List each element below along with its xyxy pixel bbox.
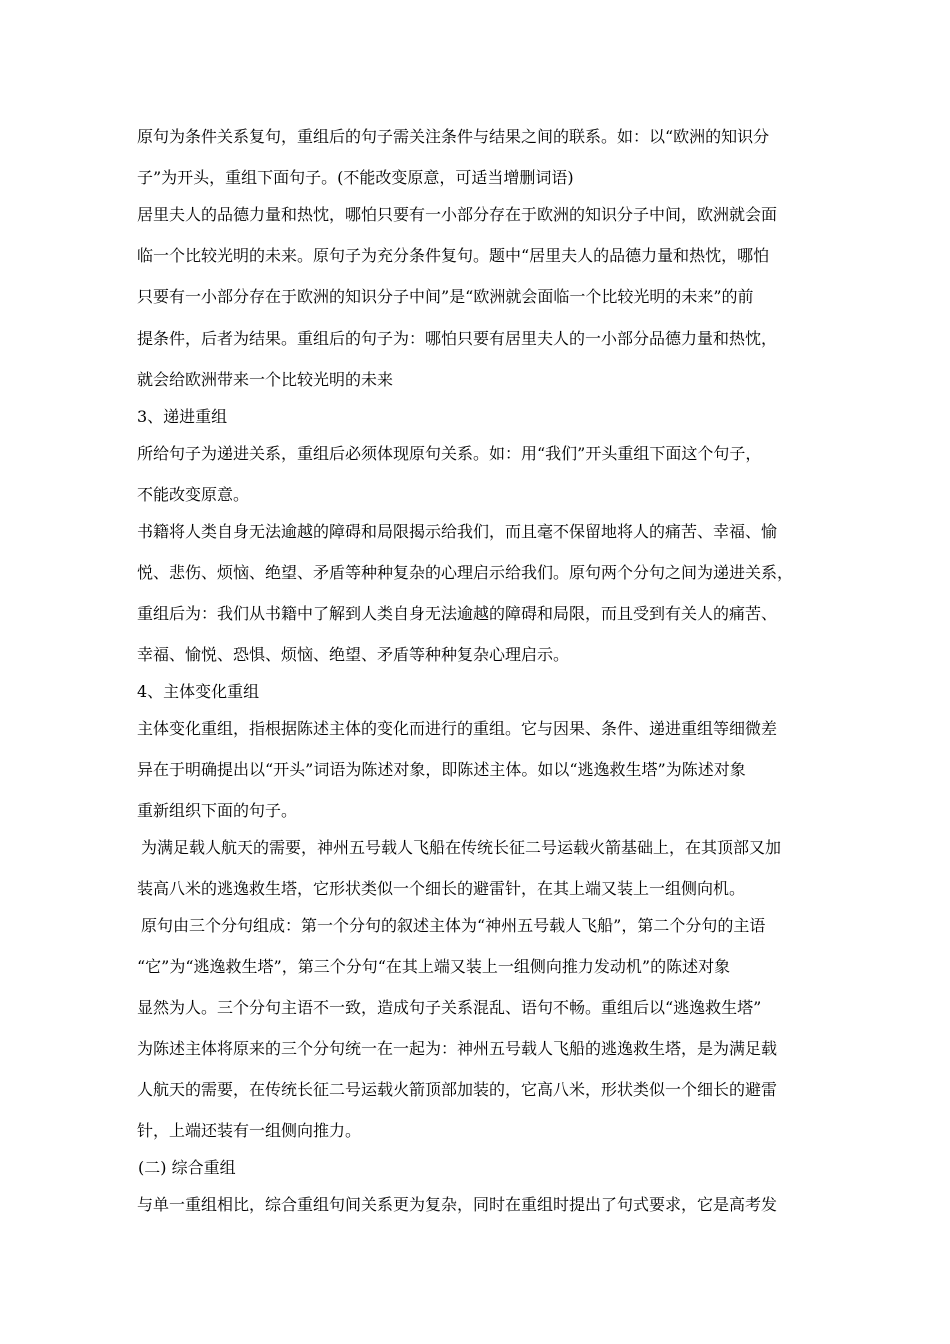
text-line: 原句由三个分句组成：第一个分句的叙述主体为“神州五号载人飞船”，第二个分句的主语 — [141, 916, 766, 935]
text-line: 提条件，后者为结果。重组后的句子为：哪怕只要有居里夫人的一小部分品德力量和热忱， — [137, 329, 778, 348]
section-heading: 4、主体变化重组 — [137, 682, 260, 701]
text-line: 就会给欧洲带来一个比较光明的未来 — [137, 370, 394, 389]
text-line: 所给句子为递进关系，重组后必须体现原句关系。如：用“我们”开头重组下面这个句子， — [137, 444, 762, 463]
text-line: “它”为“逃逸救生塔”，第三个分句“在其上端又装上一组侧向推力发动机”的陈述对象 — [137, 957, 731, 976]
section-heading: 3、递进重组 — [137, 407, 228, 426]
text-line: 为陈述主体将原来的三个分句统一在一起为：神州五号载人飞船的逃逸救生塔，是为满足载 — [137, 1039, 778, 1058]
text-line: 异在于明确提出以“开头”词语为陈述对象，即陈述主体。如以“逃逸救生塔”为陈述对象 — [137, 760, 746, 779]
text-line: 只要有一小部分存在于欧洲的知识分子中间”是“欧洲就会面临一个比较光明的未来”的前 — [137, 287, 754, 306]
text-line: 与单一重组相比，综合重组句间关系更为复杂，同时在重组时提出了句式要求，它是高考发 — [137, 1195, 778, 1214]
text-line: 重组后为：我们从书籍中了解到人类自身无法逾越的障碍和局限，而且受到有关人的痛苦、 — [137, 604, 778, 623]
text-line: 悦、悲伤、烦恼、绝望、矛盾等种种复杂的心理启示给我们。原句两个分句之间为递进关系， — [137, 563, 794, 582]
text-line: 居里夫人的品德力量和热忱，哪怕只要有一小部分存在于欧洲的知识分子中间，欧洲就会面 — [137, 205, 778, 224]
text-line: 主体变化重组，指根据陈述主体的变化而进行的重组。它与因果、条件、递进重组等细微差 — [137, 719, 778, 738]
text-line: 重新组织下面的句子。 — [137, 801, 298, 820]
text-line: 装高八米的逃逸救生塔，它形状类似一个细长的避雷针，在其上端又装上一组侧向机。 — [137, 879, 746, 898]
text-line: 不能改变原意。 — [137, 485, 250, 504]
text-line: 原句为条件关系复句，重组后的句子需关注条件与结果之间的联系。如：以“欧洲的知识分 — [137, 127, 770, 146]
text-line: 书籍将人类自身无法逾越的障碍和局限揭示给我们，而且毫不保留地将人的痛苦、幸福、愉 — [137, 522, 778, 541]
text-line: 显然为人。三个分句主语不一致，造成句子关系混乱、语句不畅。重组后以“逃逸救生塔” — [137, 998, 762, 1017]
text-line: 为满足载人航天的需要，神州五号载人飞船在传统长征二号运载火箭基础上，在其顶部又加 — [141, 838, 782, 857]
text-line: 幸福、愉悦、恐惧、烦恼、绝望、矛盾等种种复杂心理启示。 — [137, 645, 570, 664]
text-line: 针，上端还装有一组侧向推力。 — [137, 1121, 362, 1140]
text-line: 子”为开头，重组下面句子。(不能改变原意，可适当增删词语) — [137, 168, 574, 187]
text-line: 人航天的需要，在传统长征二号运载火箭顶部加装的，它高八米，形状类似一个细长的避雷 — [137, 1080, 778, 1099]
section-heading: (二) 综合重组 — [138, 1158, 236, 1177]
text-line: 临一个比较光明的未来。原句子为充分条件复句。题中“居里夫人的品德力量和热忱，哪怕 — [137, 246, 770, 265]
